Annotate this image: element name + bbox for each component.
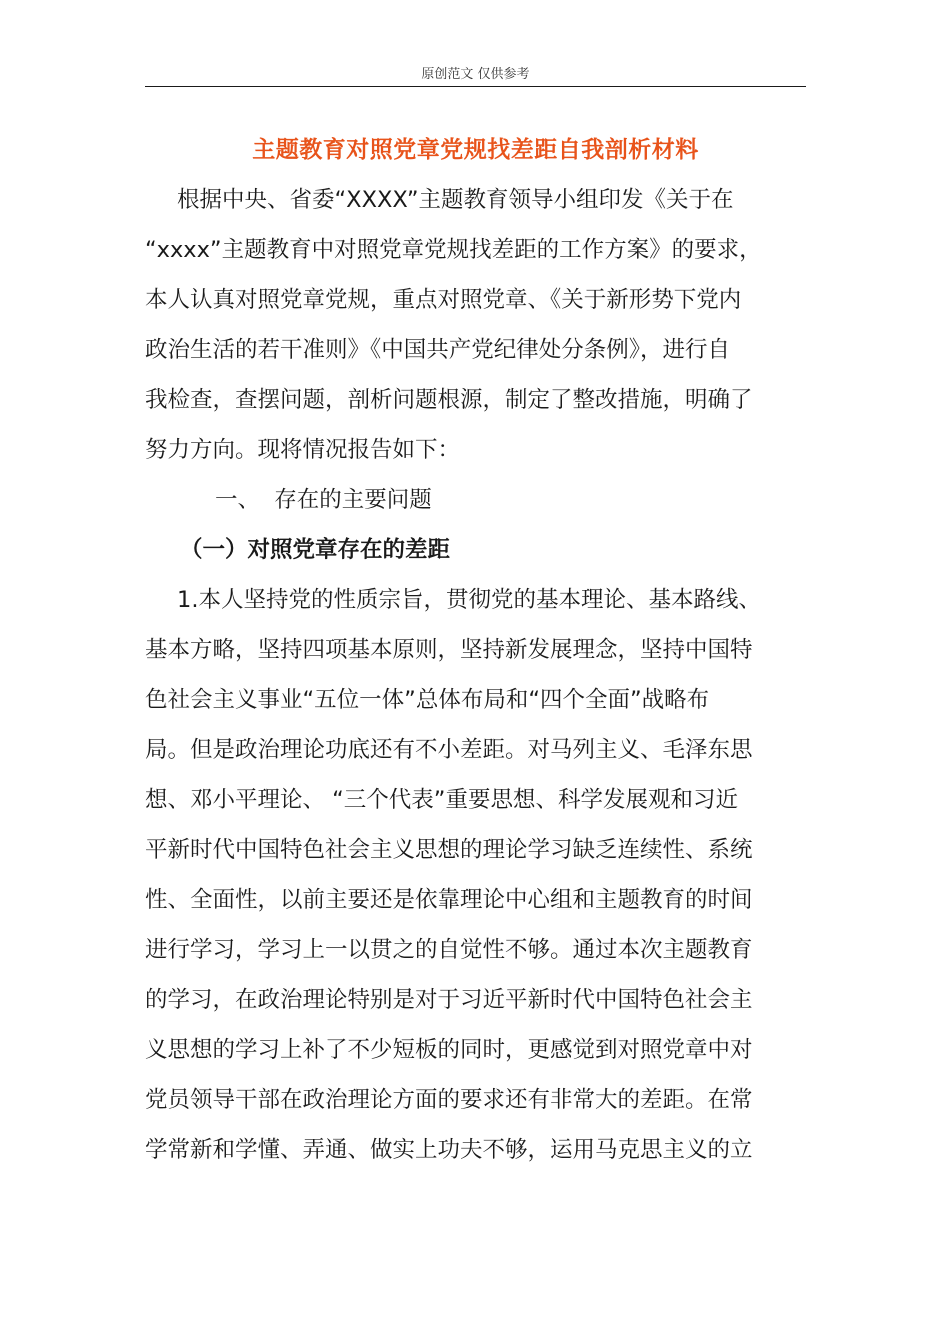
page-header: 原创范文 仅供参考 [421,67,530,82]
body-line: 党员领导干部在政治理论方面的要求还有非常大的差距。在常 [145,1087,753,1113]
body-line: 义思想的学习上补了不少短板的同时，更感觉到对照党章中对 [145,1037,753,1063]
body-line: 色社会主义事业“五位一体”总体布局和“四个全面”战略布 [145,687,710,713]
header-divider [145,86,806,87]
body-line: 基本方略，坚持四项基本原则，坚持新发展理念，坚持中国特 [145,637,753,663]
intro-line: “xxxx”主题教育中对照党章党规找差距的工作方案》的要求， [145,237,762,263]
intro-line: 政治生活的若干准则》《中国共产党纪律处分条例》，进行自 [145,337,731,363]
intro-line: 我检查，查摆问题，剖析问题根源，制定了整改措施，明确了 [145,387,753,413]
body-line: 学常新和学懂、弄通、做实上功夫不够，运用马克思主义的立 [145,1137,753,1163]
body-line: 性、全面性，以前主要还是依靠理论中心组和主题教育的时间 [145,887,753,913]
body-line: 想、邓小平理论、 “三个代表”重要思想、科学发展观和习近 [145,787,738,813]
intro-line: 努力方向。现将情况报告如下： [145,437,461,463]
document-title: 主题教育对照党章党规找差距自我剖析材料 [252,137,699,163]
body-line: 平新时代中国特色社会主义思想的理论学习缺乏连续性、系统 [145,837,753,863]
body-line: 的学习，在政治理论特别是对于习近平新时代中国特色社会主 [145,987,753,1013]
body-line: 局。但是政治理论功底还有不小差距。对马列主义、毛泽东思 [145,737,753,763]
intro-line: 本人认真对照党章党规，重点对照党章、《关于新形势下党内 [145,287,742,313]
section-heading: 一、 存在的主要问题 [215,487,432,513]
subsection-heading: （一）对照党章存在的差距 [180,537,451,563]
intro-line: 根据中央、省委“XXXX”主题教育领导小组印发《关于在 [177,187,734,213]
body-line: 1.本人坚持党的性质宗旨，贯彻党的基本理论、基本路线、 [177,587,761,613]
body-line: 进行学习，学习上一以贯之的自觉性不够。通过本次主题教育 [145,937,753,963]
